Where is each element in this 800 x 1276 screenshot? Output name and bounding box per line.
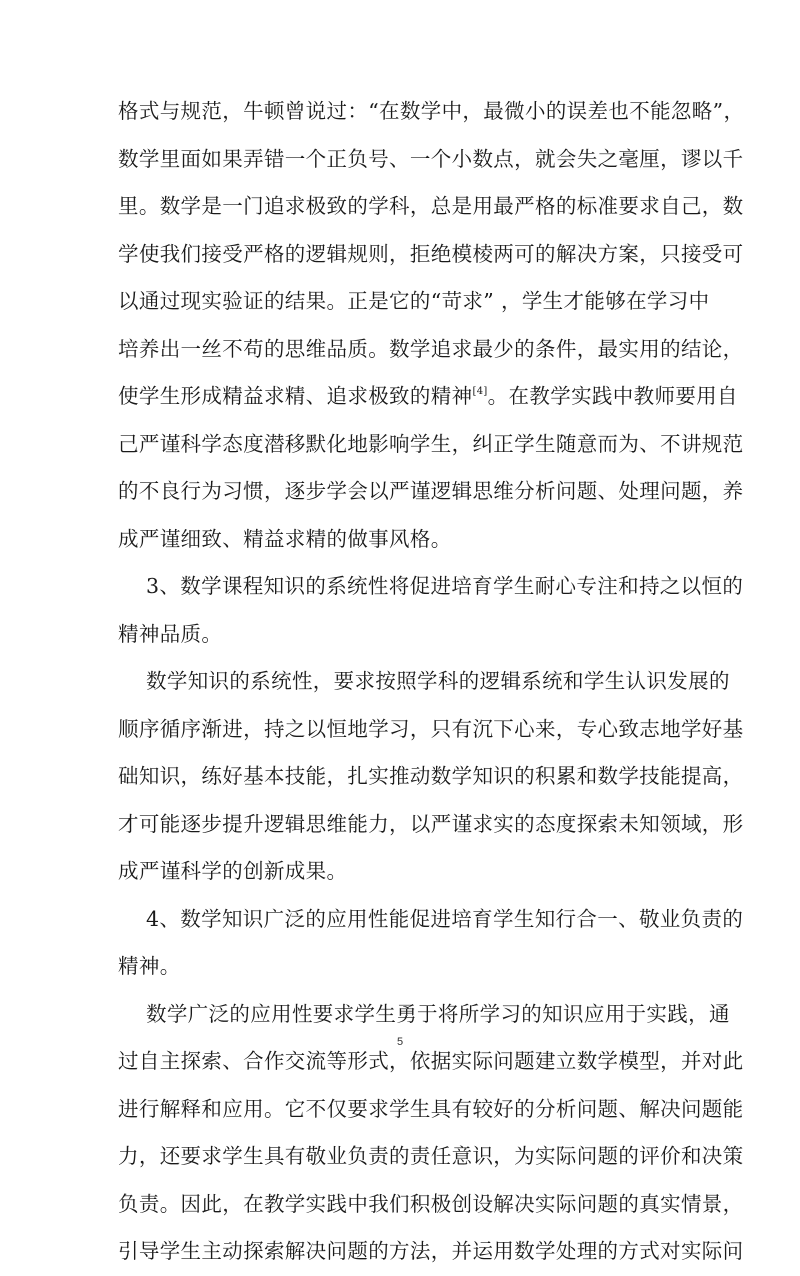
- paragraph-application: [118, 991, 744, 1276]
- text-line: 负责。因此，在教学实践中我们积极创设解决实际问题的真实情景，: [118, 1191, 744, 1216]
- text-line: 里。数学是一门追求极致的学科，总是用最严格的标准要求自己，数: [118, 194, 744, 218]
- text-line: 学使我们接受严格的逻辑规则，拒绝模棱两可的解决方案，只接受可: [118, 241, 744, 266]
- text-line: 成严谨科学的创新成果。: [118, 859, 348, 883]
- page-number: 5: [396, 1036, 404, 1048]
- text-line: 精神品质。: [118, 621, 223, 646]
- text-line: 过自主探索、合作交流等形式，依据实际问题建立数学模型，并对此: [118, 1049, 744, 1073]
- text-run: 。在教学实践中教师要用自: [487, 384, 738, 408]
- text-line: 格式与规范，牛顿曾说过：“在数学中，最微小的误差也不能忽略”，: [118, 99, 745, 123]
- text-line: 以通过现实验证的结果。正是它的“苛求” ，学生才能够在学习中: [118, 289, 710, 313]
- text-line: 顺序循序渐进，持之以恒地学习，只有沉下心来，专心致志地学好基: [118, 716, 744, 741]
- text-line: 的不良行为习惯，逐步学会以严谨逻辑思维分析问题、处理问题，养: [118, 479, 744, 503]
- text-line: 进行解释和应用。它不仅要求学生具有较好的分析问题、解决问题能: [118, 1096, 744, 1121]
- text-line: 培养出一丝不苟的思维品质。数学追求最少的条件，最实用的结论，: [118, 336, 744, 361]
- paragraph-precision: [118, 88, 745, 563]
- paragraph-systematic: [118, 658, 744, 896]
- citation-reference: [4]: [472, 386, 488, 397]
- text-line: 引导学生主动探索解决问题的方法，并运用数学处理的方式对实际问: [118, 1239, 744, 1263]
- text-line: 己严谨科学态度潜移默化地影响学生，纠正学生随意而为、不讲规范: [118, 431, 744, 456]
- text-run: 使学生形成精益求精、追求极致的精神: [118, 384, 473, 408]
- text-line: 力，还要求学生具有敬业负责的责任意识，为实际问题的评价和决策: [118, 1144, 744, 1168]
- text-line: 础知识，练好基本技能，扎实推动数学知识的积累和数学技能提高，: [118, 764, 744, 788]
- document-body: [118, 88, 745, 1276]
- text-line: [118, 373, 738, 421]
- text-line: 成严谨细致、精益求精的做事风格。: [118, 526, 452, 551]
- text-line: 数学里面如果弄错一个正负号、一个小数点，就会失之毫厘，谬以千: [118, 146, 744, 171]
- text-line: 才可能逐步提升逻辑思维能力，以严谨求实的态度探索未知领域，形: [118, 811, 744, 836]
- text-line: 3、数学课程知识的系统性将促进培育学生耐心专注和持之以恒的: [146, 574, 744, 598]
- heading-3-systematic: [118, 563, 744, 658]
- text-line: 4、数学知识广泛的应用性能促进培育学生知行合一、敬业负责的: [146, 906, 744, 931]
- heading-4-application: [118, 896, 744, 991]
- text-line: 数学广泛的应用性要求学生勇于将所学习的知识应用于实践，通: [146, 1001, 730, 1026]
- text-line: 数学知识的系统性，要求按照学科的逻辑系统和学生认识发展的: [146, 669, 730, 693]
- text-line: 精神。: [118, 954, 181, 978]
